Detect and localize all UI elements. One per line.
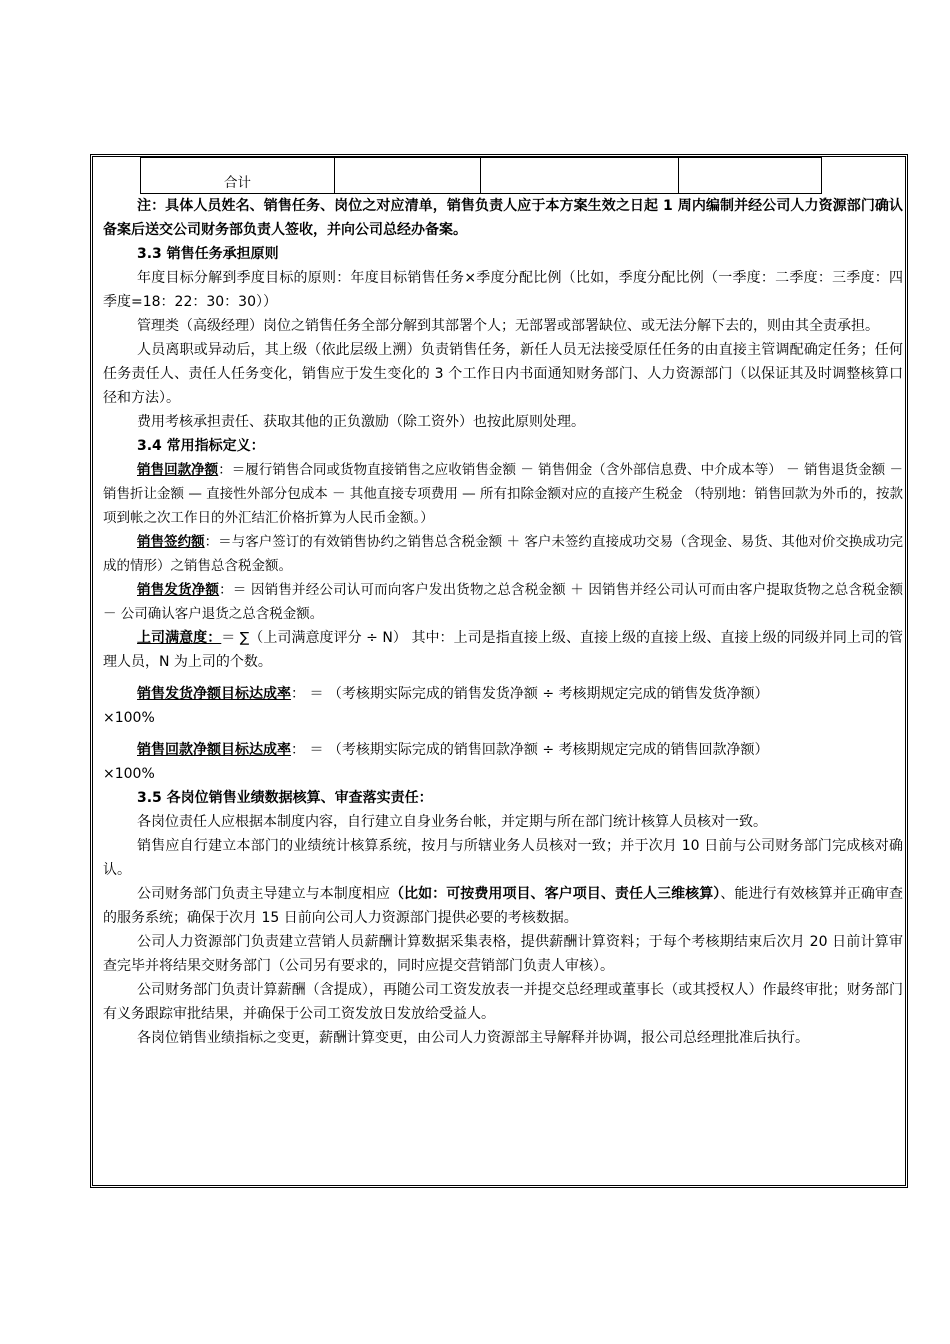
section-3-4-heading: 3.4 常用指标定义： [137,438,265,454]
formula-tail: ×100% [103,710,155,726]
note-paragraph: 注：具体人员姓名、销售任务、岗位之对应清单，销售负责人应于本方案生效之日起 1 周内编制并经公司人力资源部门确认备案后送交公司财务部负责人签收，并向公司总经办备案。 [103,198,903,238]
term: 销售回款净额目标达成率 [137,742,291,758]
term: 销售签约额 [137,534,205,550]
paragraph: 各岗位销售业绩指标之变更，薪酬计算变更，由公司人力资源部主导解释并协调，报公司总经理批准后执行。 [137,1030,809,1046]
paragraph: 公司财务部门负责计算薪酬（含提成），再随公司工资发放表一并提交总经理或董事长（或其授权人）作最终审批；财务部门有义务跟踪审批结果，并确保于公司工资发放日发放给受益人。 [103,982,903,1022]
term: 销售发货净额目标达成率 [137,686,291,702]
definition-sales-collection: 销售回款净额：＝履行销售合同或货物直接销售之应收销售金额 － 销售佣金（含外部信息费、中介成本等） － 销售退货金额 － 销售折让金额 — 直接性外部分包成本 － 其他直接专项费用 — 所有扣除金额对应的直接产生税金 （特别地：销售回款为外币的，按款项到帐之次工作日的外汇结汇价格折算为人民币金额。） [103,462,903,526]
table-cell [480,157,679,194]
definition-sales-shipment: 销售发货净额：＝ 因销售并经公司认可而向客户发出货物之总含税金额 ＋ 因销售并经公司认可而由客户提取货物之总含税金额 － 公司确认客户退货之总含税金额。 [103,582,904,622]
term: 上司满意度： [137,630,222,646]
document-body [103,194,903,1050]
section-3-5-heading: 3.5 各岗位销售业绩数据核算、审查落实责任： [137,790,433,806]
paragraph: 费用考核承担责任、获取其他的正负激励（除工资外）也按此原则处理。 [137,414,585,430]
total-label-cell: 合计 [140,157,335,194]
formula-tail: ×100% [103,766,155,782]
table-cell [678,157,822,194]
paragraph: 公司人力资源部门负责建立营销人员薪酬计算数据采集表格，提供薪酬计算资料；于每个考核期结束后次月 20 日前计算审查完毕并将结果交财务部门（公司另有要求的，同时应提交营销部门负责人审核）。 [103,934,903,974]
summary-table-row [141,157,822,194]
definition-shipment-rate: 销售发货净额目标达成率： ＝ （考核期实际完成的销售发货净额 ÷ 考核期规定完成的销售发货净额） [137,686,769,702]
term: 销售回款净额 [137,462,219,478]
paragraph: 公司财务部门负责主导建立与本制度相应（比如：可按费用项目、客户项目、责任人三维核算）、能进行有效核算并正确审查的服务系统；确保于次月 15 日前向公司人力资源部门提供必要的考核数据。 [103,886,904,926]
section-3-3-heading: 3.3 销售任务承担原则 [137,246,279,262]
paragraph: 各岗位责任人应根据本制度内容，自行建立自身业务台帐，并定期与所在部门统计核算人员核对一致。 [137,814,767,830]
definition-collection-rate: 销售回款净额目标达成率： ＝ （考核期实际完成的销售回款净额 ÷ 考核期规定完成的销售回款净额） [137,742,769,758]
paragraph: 年度目标分解到季度目标的原则：年度目标销售任务×季度分配比例（比如，季度分配比例（一季度：二季度：三季度：四季度=18：22：30：30）） [103,270,903,310]
term: 销售发货净额 [137,582,220,598]
paragraph: 人员离职或异动后，其上级（依此层级上溯）负责销售任务，新任人员无法接受原任任务的由直接主管调配确定任务；任何任务责任人、责任人任务变化，销售应于发生变化的 3 个工作日内书面通知财务部门、人力资源部门（以保证其及时调整核算口径和方法）。 [103,342,903,406]
definition-supervisor-satisfaction: 上司满意度：＝ ∑（上司满意度评分 ÷ N） 其中：上司是指直接上级、直接上级的直接上级、直接上级的同级并同上司的管理人员，N 为上司的个数。 [103,630,904,670]
paragraph: 管理类（高级经理）岗位之销售任务全部分解到其部署个人；无部署或部署缺位、或无法分解下去的，则由其全责承担。 [137,318,879,334]
table-cell [334,157,481,194]
paragraph: 销售应自行建立本部门的业绩统计核算系统，按月与所辖业务人员核对一致；并于次月 10 日前与公司财务部门完成核对确认。 [103,838,903,878]
definition-sales-contract: 销售签约额：＝与客户签订的有效销售协约之销售总含税金额 ＋ 客户未签约直接成功交易（含现金、易货、其他对价交换成功完成的情形）之销售总含税金额。 [103,534,903,574]
